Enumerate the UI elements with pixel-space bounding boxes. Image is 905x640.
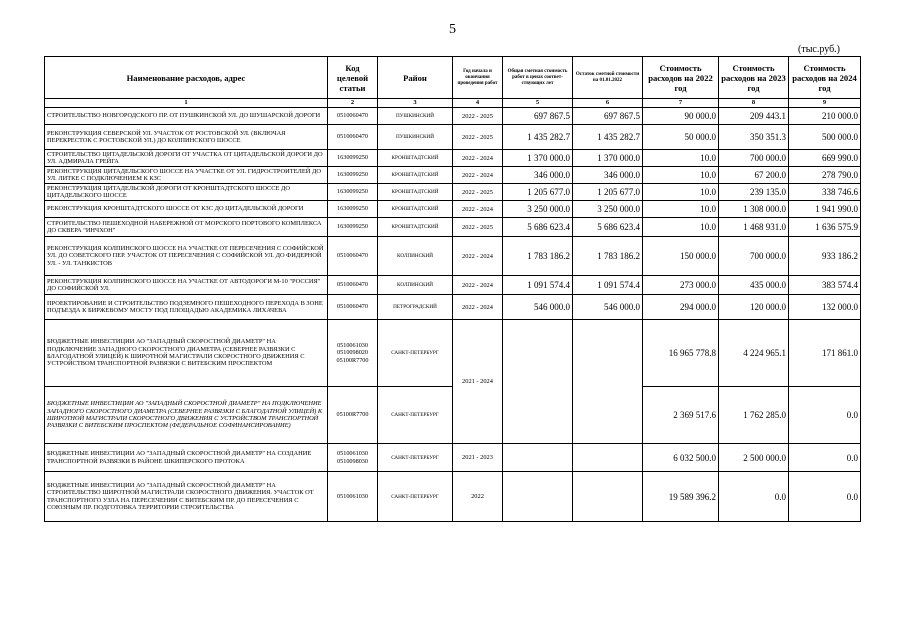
column-number: 8 [719, 99, 789, 108]
row-cost-2023: 67 200.0 [719, 167, 789, 184]
header-district: Район [378, 57, 453, 99]
row-name: РЕКОНСТРУКЦИЯ ЦИТАДЕЛЬСКОГО ШОССЕ НА УЧАСТКЕ ОТ УЛ. ГИДРОСТРОИТЕЛЕЙ ДО УЛ. ЛИТКЕ С ПОДКЛЮЧЕНИЕМ К КЗС [45, 167, 328, 184]
row-total [503, 320, 573, 444]
row-name: БЮДЖЕТНЫЕ ИНВЕСТИЦИИ АО "ЗАПАДНЫЙ СКОРОСТНОЙ ДИАМЕТР" НА СОЗДАНИЕ ТРАНСПОРТНОЙ РАЗВЯЗКИ В РАЙОНЕ ШКИПЕРСКОГО ПРОТОКА [45, 444, 328, 472]
row-remainder: 1 783 186.2 [573, 237, 643, 276]
row-code-line: 0510061030 [337, 450, 368, 458]
row-cost-2022: 50 000.0 [643, 125, 719, 150]
row-cost-2024: 383 574.4 [789, 276, 861, 295]
row-cost-2023: 120 000.0 [719, 295, 789, 320]
row-name: БЮДЖЕТНЫЕ ИНВЕСТИЦИИ АО "ЗАПАДНЫЙ СКОРОСТНОЙ ДИАМЕТР" НА СТРОИТЕЛЬСТВО ШИРОТНОЙ МАГИСТРАЛИ СКОРОСТНОГО ДВИЖЕНИЯ. УЧАСТОК ОТ ТРАНСПОРТНОГО УЗЛА НА ПЕРЕСЕЧЕНИИ С ВИТЕБСКИМ ПР. ДО ПЕРЕСЕЧЕНИЯ С СОЮЗНЫМ ПР. ПОДГОТОВКА ТЕРРИТОРИИ СТРОИТЕЛЬСТВА [45, 472, 328, 522]
header-total: Общая сметная стоимость работ в ценах соответ-ствующих лет [503, 57, 573, 99]
row-remainder: 1 435 282.7 [573, 125, 643, 150]
row-name: БЮДЖЕТНЫЕ ИНВЕСТИЦИИ АО "ЗАПАДНЫЙ СКОРОСТНОЙ ДИАМЕТР" НА ПОДКЛЮЧЕНИЕ ЗАПАДНОГО СКОРОСТНОГО ДИАМЕТРА (СЕВЕРНЕЕ РАЗВЯЗКИ С БЛАГОДАТНОЙ УЛИЦЕЙ) К ШИРОТНОЙ МАГИСТРАЛИ СКОРОСТНОГО ДВИЖЕНИЯ С УСТРОЙСТВОМ ТРАНСПОРТНОЙ РАЗВЯЗКИ С ВИТЕБСКИМ ПРОСПЕКТОМ [45, 320, 328, 387]
row-district: САНКТ-ПЕТЕРБУРГ [378, 444, 453, 472]
row-cost-2024: 210 000.0 [789, 108, 861, 125]
row-years: 2022 - 2024 [453, 150, 503, 167]
row-remainder: 697 867.5 [573, 108, 643, 125]
row-code: 1630099250 [328, 150, 378, 167]
header-years: Год начала и окончания проведения работ [453, 57, 503, 99]
row-years: 2022 - 2025 [453, 125, 503, 150]
row-code: 05100R7700 [328, 387, 378, 444]
column-number: 7 [643, 99, 719, 108]
table-row [45, 201, 861, 218]
table-row [45, 295, 861, 320]
row-code-line: 0510098020 [337, 349, 368, 357]
row-cost-2024: 278 790.0 [789, 167, 861, 184]
row-years: 2022 - 2025 [453, 108, 503, 125]
column-number: 5 [503, 99, 573, 108]
row-code [328, 444, 378, 472]
row-remainder: 3 250 000.0 [573, 201, 643, 218]
row-district: КОЛПИНСКИЙ [378, 237, 453, 276]
row-cost-2022: 6 032 500.0 [643, 444, 719, 472]
row-name: РЕКОНСТРУКЦИЯ КОЛПИНСКОГО ШОССЕ НА УЧАСТКЕ ОТ ПЕРЕСЕЧЕНИЯ С СОФИЙСКОЙ УЛ. ДО СОВЕТСКОГО ПЕР. УЧАСТОК ОТ ПЕРЕСЕЧЕНИЯ С СОФИЙСКОЙ УЛ. ДО ФИДЕРНОЙ УЛ. - УЛ. ТАНКИСТОВ [45, 237, 328, 276]
units-label: (тыс.руб.) [798, 44, 841, 55]
row-cost-2023: 1 468 931.0 [719, 218, 789, 237]
row-years: 2022 - 2025 [453, 184, 503, 201]
row-code: 0510060470 [328, 276, 378, 295]
table-row [45, 184, 861, 201]
row-remainder: 346 000.0 [573, 167, 643, 184]
row-years: 2022 [453, 472, 503, 522]
row-remainder [573, 320, 643, 444]
row-name: СТРОИТЕЛЬСТВО ЦИТАДЕЛЬСКОЙ ДОРОГИ ОТ УЧАСТКА ОТ ЦИТАДЕЛЬСКОЙ ДОРОГИ ДО УЛ. АДМИРАЛА ГРЕЙГА [45, 150, 328, 167]
row-cost-2024: 171 861.0 [789, 320, 861, 387]
row-district: КРОНШТАДТСКИЙ [378, 150, 453, 167]
row-code: 1630099250 [328, 184, 378, 201]
row-total [503, 444, 573, 472]
row-cost-2024: 669 990.0 [789, 150, 861, 167]
column-number: 3 [378, 99, 453, 108]
row-cost-2024: 0.0 [789, 472, 861, 522]
table-row [45, 237, 861, 276]
row-district: САНКТ-ПЕТЕРБУРГ [378, 320, 453, 387]
row-remainder: 1 091 574.4 [573, 276, 643, 295]
row-total: 346 000.0 [503, 167, 573, 184]
row-cost-2024: 338 746.6 [789, 184, 861, 201]
column-number: 2 [328, 99, 378, 108]
column-number: 6 [573, 99, 643, 108]
row-cost-2022: 150 000.0 [643, 237, 719, 276]
row-remainder: 5 686 623.4 [573, 218, 643, 237]
header-code: Код целевой статьи [328, 57, 378, 99]
row-cost-2023: 350 351.3 [719, 125, 789, 150]
column-number: 1 [45, 99, 328, 108]
row-district: САНКТ-ПЕТЕРБУРГ [378, 387, 453, 444]
row-cost-2024: 1 636 575.9 [789, 218, 861, 237]
row-cost-2023: 700 000.0 [719, 150, 789, 167]
row-district: ПЕТРОГРАДСКИЙ [378, 295, 453, 320]
row-cost-2023: 209 443.1 [719, 108, 789, 125]
row-total: 1 205 677.0 [503, 184, 573, 201]
header-row [45, 57, 861, 99]
row-cost-2023: 700 000.0 [719, 237, 789, 276]
row-total: 1 435 282.7 [503, 125, 573, 150]
row-cost-2024: 0.0 [789, 444, 861, 472]
row-total: 546 000.0 [503, 295, 573, 320]
row-cost-2023: 4 224 965.1 [719, 320, 789, 387]
row-code: 0510060470 [328, 108, 378, 125]
row-name: СТРОИТЕЛЬСТВО ПЕШЕХОДНОЙ НАБЕРЕЖНОЙ ОТ МОРСКОГО ПОРТОВОГО КОМПЛЕКСА ДО СКВЕРА "ИНЧХОН" [45, 218, 328, 237]
row-years: 2022 - 2025 [453, 218, 503, 237]
table-row [45, 276, 861, 295]
row-remainder: 1 205 677.0 [573, 184, 643, 201]
column-number: 4 [453, 99, 503, 108]
table-row [45, 472, 861, 522]
row-years: 2022 - 2024 [453, 167, 503, 184]
row-cost-2024: 1 941 990.0 [789, 201, 861, 218]
row-name: СТРОИТЕЛЬСТВО НОВГОРОДСКОГО ПР. ОТ ПУШКИНСКОЙ УЛ. ДО ШУШАРСКОЙ ДОРОГИ [45, 108, 328, 125]
row-cost-2022: 10.0 [643, 167, 719, 184]
row-code: 1630099250 [328, 218, 378, 237]
row-code: 1630099250 [328, 201, 378, 218]
row-code: 1630099250 [328, 167, 378, 184]
table-row [45, 167, 861, 184]
table-row [45, 150, 861, 167]
row-cost-2022: 2 369 517.6 [643, 387, 719, 444]
row-years: 2022 - 2024 [453, 237, 503, 276]
column-number-row [45, 99, 861, 108]
row-cost-2024: 500 000.0 [789, 125, 861, 150]
row-total: 1 370 000.0 [503, 150, 573, 167]
header-cost-2023: Стоимость расходов на 2023 год [719, 57, 789, 99]
row-years: 2022 - 2024 [453, 276, 503, 295]
header-cost-2022: Стоимость расходов на 2022 год [643, 57, 719, 99]
row-code: 0510060470 [328, 125, 378, 150]
page-number: 5 [449, 22, 456, 37]
expenses-table [44, 56, 861, 522]
row-total: 1 091 574.4 [503, 276, 573, 295]
row-district: КОЛПИНСКИЙ [378, 276, 453, 295]
row-remainder: 546 000.0 [573, 295, 643, 320]
row-cost-2022: 10.0 [643, 201, 719, 218]
row-code: 0510061030 [328, 472, 378, 522]
row-code-line: 0510098030 [337, 457, 368, 465]
row-code: 0510060470 [328, 295, 378, 320]
row-name: РЕКОНСТРУКЦИЯ КРОНШТАДТСКОГО ШОССЕ ОТ КЗС ДО ЦИТАДЕЛЬСКОЙ ДОРОГИ [45, 201, 328, 218]
row-name: РЕКОНСТРУКЦИЯ КОЛПИНСКОГО ШОССЕ НА УЧАСТКЕ ОТ АВТОДОРОГИ М-10 "РОССИЯ" ДО СОФИЙСКОЙ УЛ. [45, 276, 328, 295]
row-cost-2024: 132 000.0 [789, 295, 861, 320]
row-district: САНКТ-ПЕТЕРБУРГ [378, 472, 453, 522]
header-remainder: Остаток сметной стоимости на 01.01.2022 [573, 57, 643, 99]
row-name: БЮДЖЕТНЫЕ ИНВЕСТИЦИИ АО "ЗАПАДНЫЙ СКОРОСТНОЙ ДИАМЕТР" НА ПОДКЛЮЧЕНИЕ ЗАПАДНОГО СКОРОСТНОГО ДИАМЕТРА (СЕВЕРНЕЕ РАЗВЯЗКИ С БЛАГОДАТНОЙ УЛИЦЕЙ) К ШИРОТНОЙ МАГИСТРАЛИ СКОРОСТНОГО ДВИЖЕНИЯ С УСТРОЙСТВОМ ТРАНСПОРТНОЙ РАЗВЯЗКИ С ВИТЕБСКИМ ПРОСПЕКТОМ (ФЕДЕРАЛЬНОЕ СОФИНАНСИРОВАНИЕ) [45, 387, 328, 444]
row-years: 2021 - 2024 [453, 320, 503, 444]
row-cost-2023: 2 500 000.0 [719, 444, 789, 472]
row-district: КРОНШТАДТСКИЙ [378, 201, 453, 218]
row-name: РЕКОНСТРУКЦИЯ ЦИТАДЕЛЬСКОЙ ДОРОГИ ОТ КРОНШТАДТСКОГО ШОССЕ ДО ЦИТАДЕЛЬСКОГО ШОССЕ [45, 184, 328, 201]
row-cost-2022: 273 000.0 [643, 276, 719, 295]
row-years: 2021 - 2023 [453, 444, 503, 472]
row-cost-2023: 1 762 285.0 [719, 387, 789, 444]
row-cost-2022: 16 965 778.8 [643, 320, 719, 387]
row-code-line: 0510061030 [337, 341, 368, 349]
header-name: Наименование расходов, адрес [45, 57, 328, 99]
table-row [45, 320, 861, 387]
row-cost-2022: 294 000.0 [643, 295, 719, 320]
row-total [503, 472, 573, 522]
table-row [45, 218, 861, 237]
row-years: 2022 - 2024 [453, 201, 503, 218]
row-cost-2023: 1 308 000.0 [719, 201, 789, 218]
row-district: ПУШКИНСКИЙ [378, 108, 453, 125]
row-years: 2022 - 2024 [453, 295, 503, 320]
row-total: 697 867.5 [503, 108, 573, 125]
row-cost-2022: 10.0 [643, 184, 719, 201]
table-row [45, 108, 861, 125]
row-cost-2023: 435 000.0 [719, 276, 789, 295]
row-district: КРОНШТАДТСКИЙ [378, 167, 453, 184]
row-code [328, 320, 378, 387]
row-district: КРОНШТАДТСКИЙ [378, 184, 453, 201]
row-name: РЕКОНСТРУКЦИЯ СЕВЕРСКОЙ УЛ. УЧАСТОК ОТ РОСТОВСКОЙ УЛ. (ВКЛЮЧАЯ ПЕРЕКРЕСТОК С РОСТОВСКОЙ УЛ.) ДО КОЛПИНСКОГО ШОССЕ [45, 125, 328, 150]
row-cost-2022: 10.0 [643, 218, 719, 237]
row-cost-2022: 19 589 396.2 [643, 472, 719, 522]
row-remainder [573, 472, 643, 522]
header-cost-2024: Стоимость расходов на 2024 год [789, 57, 861, 99]
row-district: КРОНШТАДТСКИЙ [378, 218, 453, 237]
row-total: 5 686 623.4 [503, 218, 573, 237]
row-name: ПРОЕКТИРОВАНИЕ И СТРОИТЕЛЬСТВО ПОДЗЕМНОГО ПЕШЕХОДНОГО ПЕРЕХОДА В ЗОНЕ ПОДЪЕЗДА К БИРЖЕВОМУ МОСТУ ПОД ПЛОЩАДЬЮ АКАДЕМИКА ЛИХАЧЕВА [45, 295, 328, 320]
row-cost-2023: 239 135.0 [719, 184, 789, 201]
row-cost-2024: 933 186.2 [789, 237, 861, 276]
row-total: 3 250 000.0 [503, 201, 573, 218]
row-cost-2022: 90 000.0 [643, 108, 719, 125]
row-cost-2024: 0.0 [789, 387, 861, 444]
row-cost-2023: 0.0 [719, 472, 789, 522]
row-cost-2022: 10.0 [643, 150, 719, 167]
table-row [45, 125, 861, 150]
row-code-line: 05100R7700 [336, 356, 369, 364]
row-remainder: 1 370 000.0 [573, 150, 643, 167]
row-total: 1 783 186.2 [503, 237, 573, 276]
table-row [45, 444, 861, 472]
row-district: ПУШКИНСКИЙ [378, 125, 453, 150]
row-remainder [573, 444, 643, 472]
column-number: 9 [789, 99, 861, 108]
row-code: 0510060470 [328, 237, 378, 276]
